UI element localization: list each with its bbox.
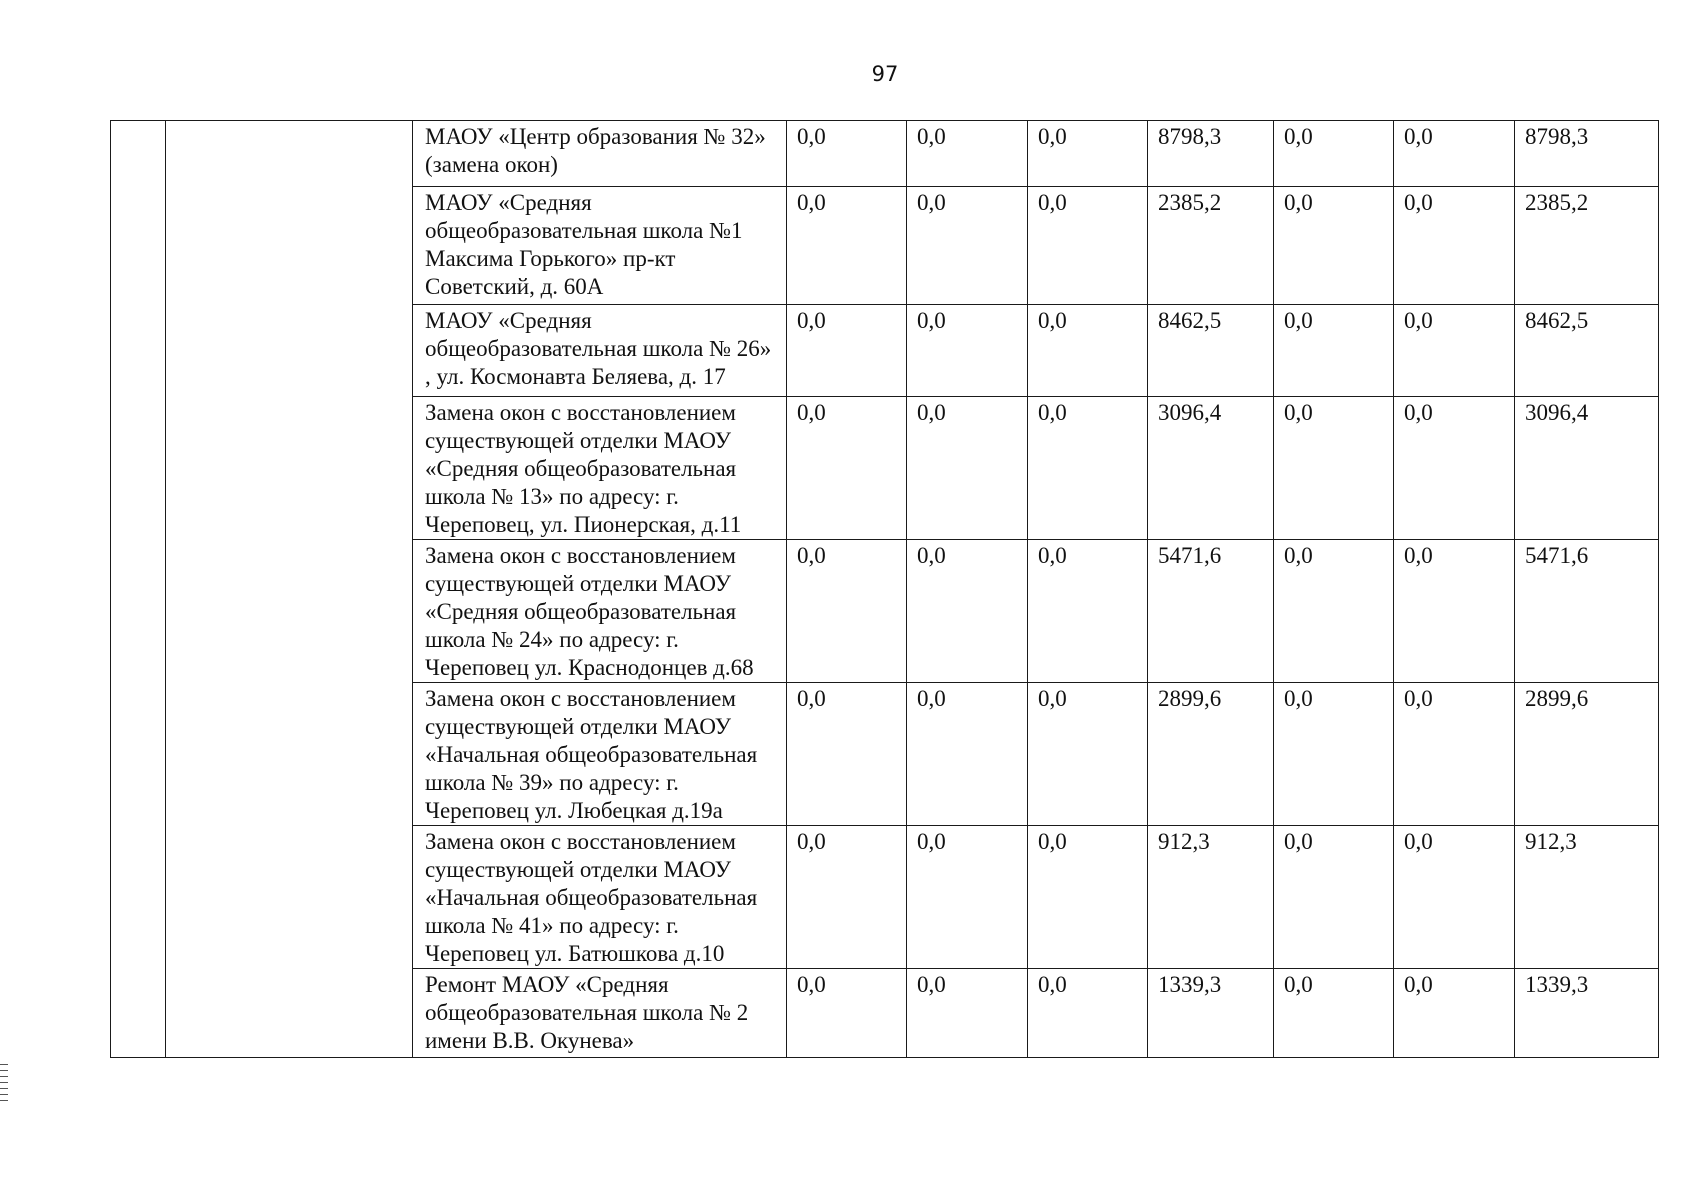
row-description: Замена окон с восстановлением существующей отделки МАОУ «Начальная общеобразовательная школа № 41» по адресу: г. Череповец ул. Батюшкова д.10 — [413, 826, 787, 969]
value-cell: 0,0 — [1028, 540, 1148, 683]
value-cell: 0,0 — [1274, 826, 1394, 969]
value-cell: 0,0 — [1028, 683, 1148, 826]
value-cell: 0,0 — [1274, 683, 1394, 826]
row-description: Ремонт МАОУ «Средняя общеобразовательная школа № 2 имени В.В. Окунева» — [413, 969, 787, 1058]
value-cell: 3096,4 — [1148, 397, 1274, 540]
total-cell: 912,3 — [1515, 826, 1659, 969]
table-row — [111, 121, 1659, 187]
value-cell: 5471,6 — [1148, 540, 1274, 683]
value-cell: 0,0 — [787, 121, 907, 187]
program-column-cell — [166, 121, 413, 1058]
value-cell: 0,0 — [787, 397, 907, 540]
total-cell: 8798,3 — [1515, 121, 1659, 187]
value-cell: 0,0 — [907, 540, 1028, 683]
value-cell: 0,0 — [1394, 397, 1515, 540]
value-cell: 0,0 — [1028, 121, 1148, 187]
value-cell: 0,0 — [1394, 540, 1515, 683]
number-column-cell — [111, 121, 166, 1058]
value-cell: 0,0 — [787, 187, 907, 305]
total-cell: 3096,4 — [1515, 397, 1659, 540]
value-cell: 912,3 — [1148, 826, 1274, 969]
value-cell: 0,0 — [1028, 826, 1148, 969]
value-cell: 2899,6 — [1148, 683, 1274, 826]
total-cell: 2385,2 — [1515, 187, 1659, 305]
value-cell: 0,0 — [1394, 187, 1515, 305]
value-cell: 0,0 — [1394, 969, 1515, 1058]
value-cell: 0,0 — [907, 121, 1028, 187]
value-cell: 0,0 — [787, 683, 907, 826]
value-cell: 0,0 — [907, 826, 1028, 969]
row-description: Замена окон с восстановлением существующей отделки МАОУ «Начальная общеобразовательная школа № 39» по адресу: г. Череповец ул. Любецкая д.19а — [413, 683, 787, 826]
value-cell: 8798,3 — [1148, 121, 1274, 187]
value-cell: 0,0 — [1028, 305, 1148, 397]
value-cell: 0,0 — [1274, 540, 1394, 683]
value-cell: 0,0 — [1028, 397, 1148, 540]
value-cell: 0,0 — [1394, 305, 1515, 397]
value-cell: 0,0 — [907, 397, 1028, 540]
value-cell: 0,0 — [1028, 969, 1148, 1058]
value-cell: 0,0 — [1274, 969, 1394, 1058]
row-description: Замена окон с восстановлением существующей отделки МАОУ «Средняя общеобразовательная школа № 24» по адресу: г. Череповец ул. Краснодонцев д.68 — [413, 540, 787, 683]
funding-table — [110, 120, 1659, 1058]
value-cell: 0,0 — [1394, 683, 1515, 826]
value-cell: 0,0 — [787, 826, 907, 969]
value-cell: 1339,3 — [1148, 969, 1274, 1058]
value-cell: 0,0 — [907, 683, 1028, 826]
row-description: МАОУ «Средняя общеобразовательная школа №1 Максима Горького» пр-кт Советский, д. 60А — [413, 187, 787, 305]
value-cell: 0,0 — [1394, 826, 1515, 969]
value-cell: 8462,5 — [1148, 305, 1274, 397]
scan-margin-marks — [0, 1064, 8, 1104]
value-cell: 0,0 — [787, 969, 907, 1058]
row-description: МАОУ «Центр образования № 32» (замена окон) — [413, 121, 787, 187]
value-cell: 0,0 — [787, 305, 907, 397]
total-cell: 8462,5 — [1515, 305, 1659, 397]
page-number: 97 — [871, 62, 899, 86]
value-cell: 0,0 — [907, 969, 1028, 1058]
table-body — [111, 121, 1659, 1058]
value-cell: 0,0 — [1274, 187, 1394, 305]
total-cell: 5471,6 — [1515, 540, 1659, 683]
value-cell: 0,0 — [1274, 121, 1394, 187]
value-cell: 0,0 — [907, 187, 1028, 305]
row-description: Замена окон с восстановлением существующей отделки МАОУ «Средняя общеобразовательная школа № 13» по адресу: г. Череповец, ул. Пионерская, д.11 — [413, 397, 787, 540]
value-cell: 2385,2 — [1148, 187, 1274, 305]
value-cell: 0,0 — [1274, 397, 1394, 540]
value-cell: 0,0 — [907, 305, 1028, 397]
value-cell: 0,0 — [1394, 121, 1515, 187]
value-cell: 0,0 — [1028, 187, 1148, 305]
total-cell: 1339,3 — [1515, 969, 1659, 1058]
total-cell: 2899,6 — [1515, 683, 1659, 826]
row-description: МАОУ «Средняя общеобразовательная школа № 26» , ул. Космонавта Беляева, д. 17 — [413, 305, 787, 397]
value-cell: 0,0 — [1274, 305, 1394, 397]
value-cell: 0,0 — [787, 540, 907, 683]
